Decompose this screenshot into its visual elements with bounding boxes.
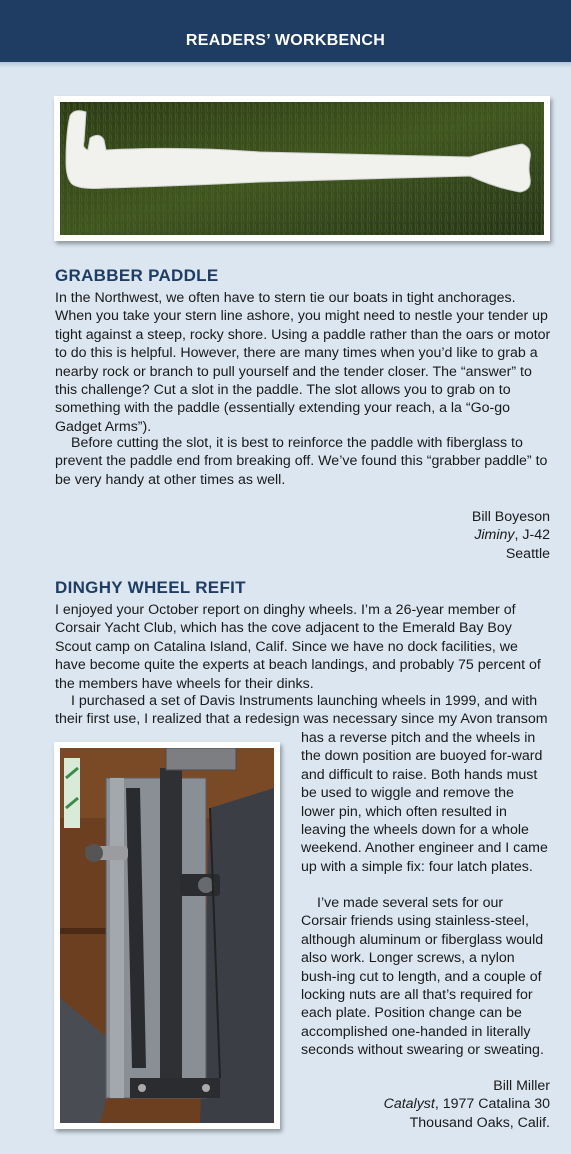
article-paragraph: I purchased a set of Davis Instruments launching wheels in 1999, and with their first use, I realized that a redesign was necessary since my Avon transom bbox=[55, 693, 548, 728]
boat-name: Jiminy bbox=[474, 527, 515, 544]
boat-line bbox=[250, 526, 550, 544]
article-paragraph: Before cutting the slot, it is best to reinforce the paddle with fiberglass to prevent the paddle end from breaking off. We’ve found this “grabber paddle” to be very handy at other times as well. bbox=[55, 435, 548, 488]
wheel-photo bbox=[60, 748, 274, 1123]
author-name: Bill Miller bbox=[493, 1078, 550, 1094]
paddle-photo-frame bbox=[54, 96, 550, 241]
author-name: Bill Boyeson bbox=[471, 509, 550, 525]
article-paragraph: has a reverse pitch and the wheels in the down position are buoyed for-ward and difficult to raise. Both hands must be used to wiggle and remove the lower pin, which often resulted in leaving the wheels down for a whole weekend. Another engineer and I came up with a simple fix: four latch plates. bbox=[301, 730, 548, 875]
section-banner bbox=[0, 0, 571, 62]
author-location: Thousand Oaks, Calif. bbox=[409, 1114, 550, 1131]
paddle-photo bbox=[60, 102, 544, 235]
boat-detail: , 1977 Catalina 30 bbox=[434, 1096, 550, 1113]
boat-name: Catalyst bbox=[383, 1096, 435, 1113]
article-title-grabber-paddle: GRABBER PADDLE bbox=[55, 266, 219, 285]
section-title: READERS’ WORKBENCH bbox=[185, 32, 386, 49]
boat-line bbox=[250, 1095, 550, 1113]
article-title-dinghy-wheel-refit: DINGHY WHEEL REFIT bbox=[55, 578, 246, 597]
article-paragraph: I enjoyed your October report on dinghy wheels. I’m a 26-year member of Corsair Yacht Club, which has the cove adjacent to the Emerald Bay Boy Scout camp on Catalina Island, Calif. Since we have no dock facilities, we have become quite the experts at beach landings, and probably 75 percent of the members have wheels for their dinks. bbox=[55, 602, 541, 692]
author-location: Seattle bbox=[505, 545, 550, 562]
banner-shadow bbox=[0, 62, 571, 68]
wheel-photo-frame bbox=[54, 742, 280, 1129]
signature-block bbox=[250, 508, 550, 563]
article-paragraph: In the Northwest, we often have to stern tie our boats in tight anchorages. When you take your stern line ashore, you might need to nestle your tender up tight against a steep, rocky shore. Using a paddle rather than the oars or motor to do this is helpful. However, there are many times when you’d like to grab a nearby rock or branch to pull yourself and the tender closer. The “answer” to this challenge? Cut a slot in the paddle. The slot allows you to grab on to something with the paddle (essentially extending your reach, a la “Go-go Gadget Arms”). bbox=[55, 290, 551, 435]
boat-detail: , J-42 bbox=[514, 527, 550, 544]
article-paragraph: I’ve made several sets for our Corsair friends using stainless-steel, although aluminum or fiberglass would also work. Longer screws, a nylon bush-ing cut to length, and a couple of locking nuts are all that’s required for each plate. Position change can be accomplished one-handed in literally seconds without swearing or sweating. bbox=[301, 895, 544, 1059]
signature-block bbox=[250, 1077, 550, 1132]
